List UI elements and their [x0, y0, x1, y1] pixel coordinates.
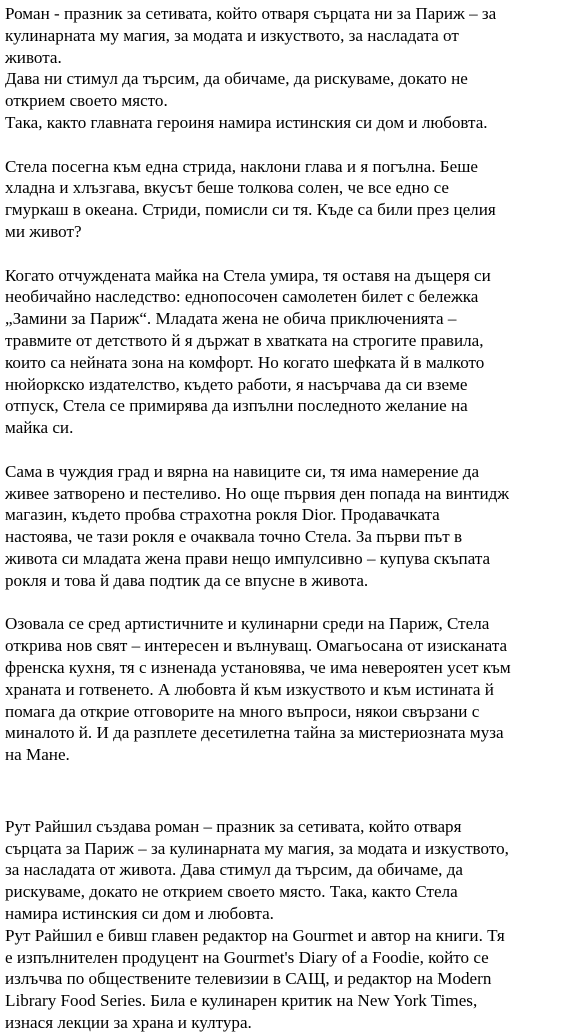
text-line: гмуркаш в океана. Стриди, помисли си тя. Къде са били през целия — [5, 200, 496, 220]
intro-paragraph — [5, 3, 577, 134]
text-line: на Мане. — [5, 745, 70, 765]
excerpt-paragraph — [5, 156, 577, 243]
text-line: живота си младата жена прави нещо импулсивно – купува скъпата — [5, 548, 491, 568]
text-line: „Замини за Париж“. Младата жена не обича приключенията – — [5, 309, 457, 329]
text-line: Роман - празник за сетивата, който отваря сърцата ни за Париж – за — [5, 4, 497, 23]
text-line: Library Food Series. Била е кулинарен критик на New York Times, — [5, 991, 478, 1011]
section-spacer — [5, 766, 577, 816]
text-line: Озовала се сред артистичните и кулинарни среди на Париж, Стела — [5, 614, 490, 634]
text-line: намира истинския си дом и любовта. — [5, 904, 274, 924]
text-line: открива нов свят – интересен и вълнуващ. Омагьосана от изисканата — [5, 636, 508, 656]
text-line: живота. — [5, 47, 62, 67]
text-line: които са нейната зона на комфорт. Но когато шефката й в малкото — [5, 352, 485, 372]
text-line: сърцата за Париж – за кулинарната му магия, за модата и изкуството, — [5, 838, 509, 858]
paragraph-spacer — [5, 439, 577, 461]
text-line: кулинарната му магия, за модата и изкуството, за насладата от — [5, 25, 459, 45]
text-line: настоява, че тази рокля е очаквала точно Стела. За първи път в — [5, 527, 463, 547]
text-line: необичайно наследство: еднопосочен самолетен билет с бележка — [5, 287, 479, 307]
paragraph-spacer — [5, 592, 577, 614]
paragraph-spacer — [5, 134, 577, 156]
text-line: магазин, където пробва страхотна рокля Dior. Продавачката — [5, 505, 440, 525]
author-section — [5, 816, 577, 1034]
text-line: открием своето място. — [5, 91, 168, 111]
text-line: нюйоркско издателство, където работи, я насърчава да си вземе — [5, 374, 468, 394]
text-line: хладна и хлъзгава, вкусът беше толкова солен, че все едно се — [5, 178, 449, 198]
document-body — [5, 3, 577, 1034]
text-line: травмите от детството й я държат в хватката на строгите правила, — [5, 330, 484, 350]
synopsis-paragraph-3 — [5, 613, 577, 766]
text-line: храната и готвенето. А любовта й към изкуството и към истината й — [5, 679, 494, 699]
text-line: изнася лекции за храна и култура. — [5, 1013, 252, 1033]
text-line: рокля и това й дава подтик да се впусне в живота. — [5, 570, 369, 590]
text-line: Дава ни стимул да търсим, да обичаме, да рискуваме, докато не — [5, 69, 468, 89]
text-line: Така, както главната героиня намира истинския си дом и любовта. — [5, 112, 488, 132]
paragraph-spacer — [5, 243, 577, 265]
text-line: френска кухня, тя с изненада установява, че има невероятен усет към — [5, 657, 511, 677]
text-line: миналото й. И да разплете десетилетна тайна за мистериозната муза — [5, 723, 504, 743]
text-line: рискуваме, докато не открием своето място. Така, както Стела — [5, 882, 458, 902]
text-line: Рут Райшил е бивш главен редактор на Gourmet и автор на книги. Тя — [5, 925, 505, 945]
text-line: живее затворено и пестеливо. Но още първия ден попада на винтидж — [5, 483, 510, 503]
text-line: Когато отчуждената майка на Стела умира, тя оставя на дъщеря си — [5, 265, 491, 285]
synopsis-paragraph-1 — [5, 265, 577, 439]
text-line: ми живот? — [5, 221, 82, 241]
synopsis-paragraph-2 — [5, 461, 577, 592]
text-line: отпуск, Стела се примирява да изпълни последното желание на — [5, 396, 468, 416]
text-line: Рут Райшил създава роман – празник за сетивата, който отваря — [5, 816, 462, 836]
text-line: излъчва по обществените телевизии в САЩ, и редактор на Modern — [5, 969, 492, 989]
text-line: Сама в чуждия град и вярна на навиците си, тя има намерение да — [5, 461, 480, 481]
text-line: е изпълнителен продуцент на Gourmet's Diary of a Foodie, който се — [5, 947, 489, 967]
text-line: Стела посегна към една стрида, наклони глава и я погълна. Беше — [5, 156, 478, 176]
text-line: помага да открие отговорите на много въпроси, някои свързани с — [5, 701, 480, 721]
text-line: за насладата от живота. Дава стимул да търсим, да обичаме, да — [5, 860, 464, 880]
text-line: майка си. — [5, 418, 74, 438]
